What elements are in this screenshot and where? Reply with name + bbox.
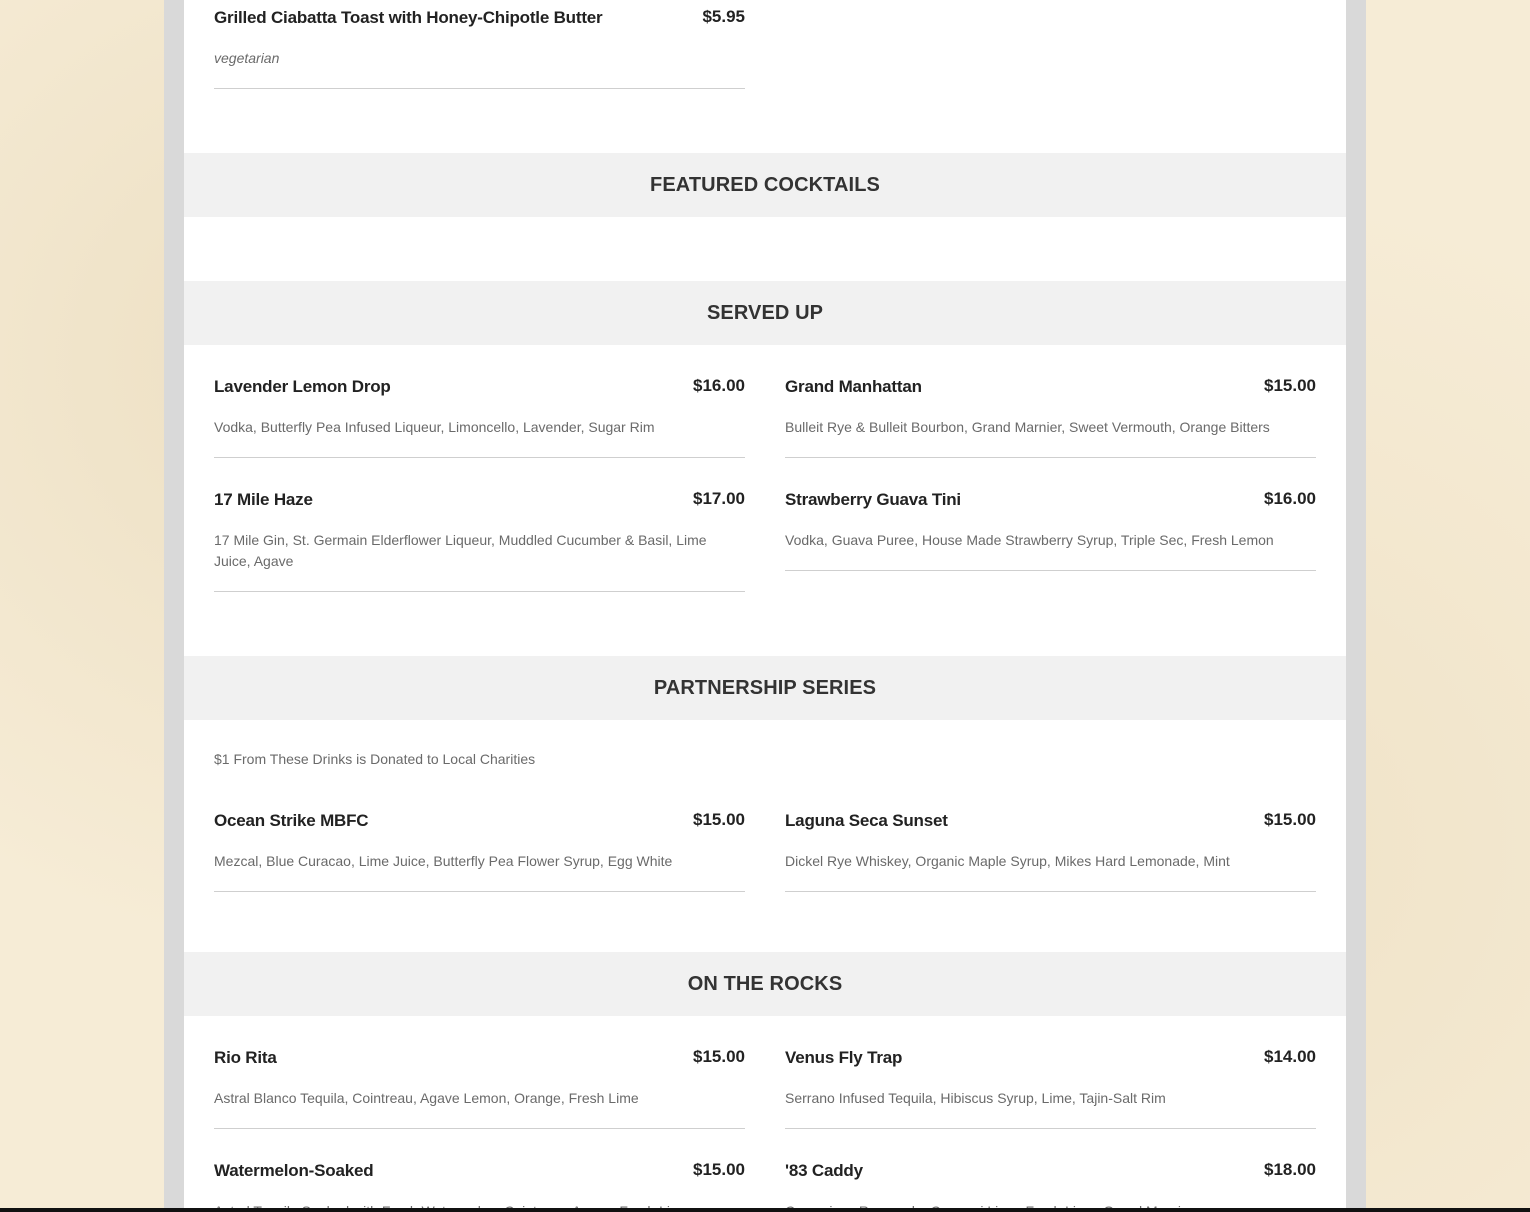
item-name: Laguna Seca Sunset bbox=[785, 811, 948, 830]
section-header-on-the-rocks bbox=[184, 952, 1346, 1016]
section-title: ON THE ROCKS bbox=[687, 972, 843, 995]
item-name: Lavender Lemon Drop bbox=[214, 377, 391, 396]
item-name: Watermelon-Soaked bbox=[214, 1161, 374, 1180]
item-name: '83 Caddy bbox=[785, 1161, 863, 1180]
menu-item-ocean-strike-mbfc[interactable] bbox=[214, 803, 745, 892]
item-description: Serrano Infused Tequila, Hibiscus Syrup, Lime, Tajin-Salt Rim bbox=[785, 1090, 1166, 1106]
item-name: Ocean Strike MBFC bbox=[214, 811, 369, 830]
item-name: Venus Fly Trap bbox=[785, 1048, 903, 1067]
item-price: $15.00 bbox=[1264, 810, 1316, 829]
menu-page bbox=[184, 0, 1346, 1212]
item-name: 17 Mile Haze bbox=[214, 490, 313, 509]
menu-item-rio-rita[interactable] bbox=[214, 1040, 745, 1129]
item-name: Grand Manhattan bbox=[785, 377, 922, 396]
item-price: $5.95 bbox=[702, 7, 745, 26]
item-name: Rio Rita bbox=[214, 1048, 277, 1067]
section-title: PARTNERSHIP SERIES bbox=[653, 676, 877, 699]
window-bottom-edge bbox=[0, 1208, 1530, 1212]
menu-item-strawberry-guava-tini[interactable] bbox=[785, 482, 1316, 571]
item-description: 17 Mile Gin, St. Germain Elderflower Liqueur, Muddled Cucumber & Basil, Lime Juice, Agave bbox=[214, 532, 707, 569]
item-price: $15.00 bbox=[693, 1160, 745, 1179]
menu-item-venus-fly-trap[interactable] bbox=[785, 1040, 1316, 1129]
item-description: Dickel Rye Whiskey, Organic Maple Syrup, Mikes Hard Lemonade, Mint bbox=[785, 853, 1230, 869]
item-name: Strawberry Guava Tini bbox=[785, 490, 961, 509]
item-name: Grilled Ciabatta Toast with Honey-Chipotle Butter bbox=[214, 8, 603, 27]
section-header-featured-cocktails bbox=[184, 153, 1346, 217]
menu-item-laguna-seca-sunset[interactable] bbox=[785, 803, 1316, 892]
item-description: Astral Blanco Tequila, Cointreau, Agave Lemon, Orange, Fresh Lime bbox=[214, 1090, 639, 1106]
item-price: $18.00 bbox=[1264, 1160, 1316, 1179]
item-price: $16.00 bbox=[1264, 489, 1316, 508]
menu-item-17-mile-haze[interactable] bbox=[214, 482, 745, 592]
item-price: $15.00 bbox=[693, 810, 745, 829]
menu-item-lavender-lemon-drop[interactable] bbox=[214, 369, 745, 458]
item-description: Vodka, Butterfly Pea Infused Liqueur, Limoncello, Lavender, Sugar Rim bbox=[214, 419, 655, 435]
item-price: $15.00 bbox=[693, 1047, 745, 1066]
item-description: Vodka, Guava Puree, House Made Strawberry Syrup, Triple Sec, Fresh Lemon bbox=[785, 532, 1274, 548]
item-price: $15.00 bbox=[1264, 376, 1316, 395]
item-price: $16.00 bbox=[693, 376, 745, 395]
section-note: $1 From These Drinks is Donated to Local Charities bbox=[214, 751, 536, 767]
item-description: Mezcal, Blue Curacao, Lime Juice, Butterfly Pea Flower Syrup, Egg White bbox=[214, 853, 673, 869]
item-price: $14.00 bbox=[1264, 1047, 1316, 1066]
section-title: SERVED UP bbox=[706, 301, 824, 324]
section-title: FEATURED COCKTAILS bbox=[650, 173, 880, 196]
section-header-served-up bbox=[184, 281, 1346, 345]
item-description: Bulleit Rye & Bulleit Bourbon, Grand Marnier, Sweet Vermouth, Orange Bitters bbox=[785, 419, 1270, 435]
menu-item-83-caddy[interactable] bbox=[785, 1153, 1316, 1212]
item-price: $17.00 bbox=[693, 489, 745, 508]
menu-item-ciabatta-toast[interactable] bbox=[214, 0, 745, 89]
menu-item-grand-manhattan[interactable] bbox=[785, 369, 1316, 458]
section-header-partnership-series bbox=[184, 656, 1346, 720]
item-tag: vegetarian bbox=[214, 50, 280, 66]
menu-item-watermelon-soaked[interactable] bbox=[214, 1153, 745, 1212]
